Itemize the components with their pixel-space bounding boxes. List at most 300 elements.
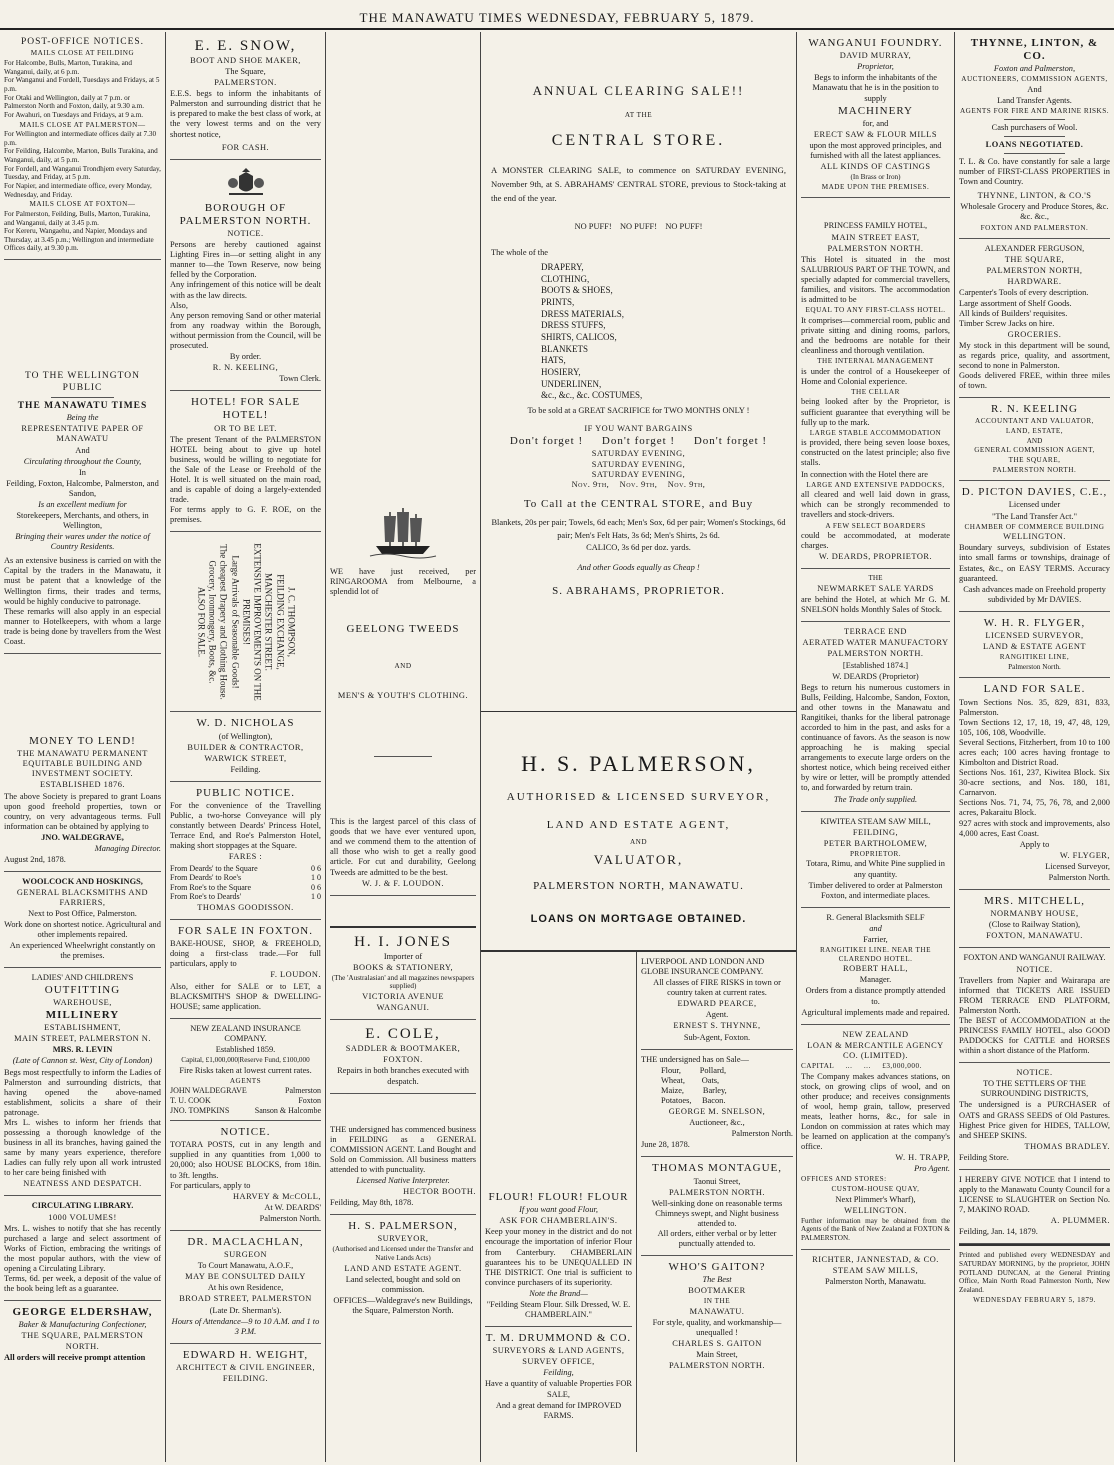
ad-text: AT THE	[624, 110, 653, 119]
ad-text: ESTABLISHED 1876.	[39, 780, 126, 790]
fare-route: From Roe's to Deards'	[170, 892, 242, 902]
ad-body: Land selected, bought and sold on commission.	[345, 1274, 461, 1294]
ad-text: PALMERSTON NORTH.	[992, 465, 1077, 474]
ad-text: FOXTON, MANAWATU.	[986, 931, 1083, 941]
ad-text: Manager.	[859, 975, 892, 985]
ad-subtitle: MAILS CLOSE AT PALMERSTON—	[19, 120, 146, 129]
table-row	[170, 892, 321, 902]
ad-body: As an extensive business is carried on with the Capital by the traders in the Manawatu, it must be patent that a knowledge of the Wellington firms, their trades and terms, would be highly conducive to patronage. These remarks will also apply in an especial manner to Hotelkeepers, with whom a large trade is being done by travellers from the West Coast.	[4, 556, 161, 646]
ad-body: For the convenience of the Travelling Public, a two-horse Conveyance will ply constantly between Deards' Princess Hotel, Terrace End, and Roe's Palmerston Hotel, making short stoppages at the Square.	[170, 801, 321, 851]
plummer-license	[959, 1170, 1110, 1244]
ad-text: Pro Agent.	[914, 1164, 950, 1174]
ad-subtitle: NOTICE.	[1016, 964, 1053, 974]
ad-text: WELLINGTON.	[844, 1205, 907, 1215]
paper-name: THE MANAWATU TIMES	[17, 400, 148, 411]
ad-text: Proprietor,	[857, 62, 894, 72]
ad-text: REPRESENTATIVE PAPER OF MANAWATU	[21, 424, 144, 444]
ad-title: NOTICE.	[220, 1126, 271, 1139]
ad-body: The Company makes advances stations, on stock, on growing clips of wool, and on other produce; and receives consignments of wool, hemp grain, tallow, preserved meats, leather horns, &c., for sale in London on commission at rates which may be learned on application at the company's office.	[801, 1071, 950, 1152]
ad-text: At his own Residence,	[207, 1283, 284, 1293]
ad-text: PALMERSTON NORTH.	[669, 1361, 765, 1371]
ad-subtitle: NOTICE.	[227, 229, 264, 239]
ad-body: Agricultural implements made and repaired.	[801, 1007, 950, 1017]
woolcock-hoskings	[4, 872, 161, 968]
ad-subtitle: ARCHITECT & CIVIL ENGINEER,	[175, 1362, 316, 1372]
fare-route: From Deards' to Roe's	[170, 873, 242, 883]
ad-title: DR. MACLACHLAN,	[187, 1235, 304, 1248]
ladies-outfitting	[4, 968, 161, 1197]
ad-title: W. H. R. FLYGER,	[983, 616, 1086, 629]
ad-name: A. PLUMMER.	[1050, 1216, 1110, 1226]
ad-body: The undersigned is a PURCHASER of OATS and GRASS SEEDS of Old Pastures. Highest Price given for HIDES, TALLOW, and SHEEP SKINS.	[959, 1100, 1110, 1140]
ad-text: and	[869, 923, 882, 933]
ad-text: LARGE AND EXTENSIVE PADDOCKS,	[806, 480, 945, 489]
ad-text: MAIN STREET EAST,	[831, 232, 920, 242]
ad-text: LAND AND ESTATE AGENT,	[546, 818, 731, 831]
ad-body: are behind the Hotel, at which Mr G. M. SNELSON holds Monthly Sales of Stock.	[801, 595, 950, 615]
ad-text: Licensed Surveyor,	[1045, 861, 1110, 871]
imprint-text: Printed and published every WEDNESDAY and SATURDAY MORNING, by the proprietor, JOHN POTLAND DUNCAN, at the General Printing Office, Main North Road Palmerston North, New Zealand.	[959, 1251, 1110, 1294]
ad-text: Taonui Street,	[693, 1176, 741, 1186]
ad-title: ALEXANDER FERGUSON,	[984, 244, 1085, 254]
nicholas-builder	[170, 712, 321, 782]
ad-subtitle: BOOKS & STATIONERY,	[352, 962, 454, 972]
ad-text: SATURDAY EVENING, SATURDAY EVENING, SATURDAY EVENING, Nov. 9th, Nov. 9th, Nov. 9th,	[571, 449, 706, 489]
ad-text: Palmerston North.	[731, 1129, 793, 1139]
ad-text: Circulating throughout the County,	[23, 456, 142, 466]
ad-name: ERNEST S. THYNNE,	[673, 1021, 761, 1031]
column-5	[796, 32, 954, 1462]
ad-text: WAREHOUSE,	[53, 997, 112, 1007]
ad-text: To Call at the CENTRAL STORE, and Buy	[523, 497, 754, 510]
ad-title: CIRCULATING LIBRARY.	[31, 1201, 134, 1211]
ad-body: Well-sinking done on reasonable terms Chimneys swept, and Night business attended to. All orders, either verbal or by letter punctually attended to.	[651, 1198, 783, 1248]
divider	[1004, 119, 1064, 120]
ad-text: LARGE STABLE ACCOMMODATION	[809, 428, 942, 437]
fare-price: 0 6	[311, 882, 321, 892]
keeling-accountant	[959, 398, 1110, 481]
ad-name: MRS. R. LEVIN	[52, 1045, 113, 1055]
ad-subtitle: BOOTMAKER	[688, 1286, 746, 1296]
ad-text: Next Plimmer's Wharf),	[835, 1194, 916, 1204]
ad-body: It comprises—commercial room, public and private sitting and dining rooms, parlors, and the bedrooms are notable for their cleanliness and thorough ventilation.	[801, 315, 950, 355]
ad-text: ALL KINDS OF CASTINGS	[820, 162, 931, 172]
agent-name: JOHN WALDEGRAVE	[170, 1086, 247, 1096]
ad-text: THE	[868, 574, 883, 583]
ad-subtitle: AUCTIONEERS, COMMISSION AGENTS,	[961, 75, 1108, 84]
liverpool-insurance	[641, 952, 793, 1050]
ad-text: AGENTS FOR FIRE AND MARINE RISKS.	[959, 107, 1110, 116]
fare-price: 1 0	[311, 892, 321, 902]
ad-text: By order.	[229, 352, 262, 362]
ad-body: T. L. & Co. have constantly for sale a large number of FIRST-CLASS PROPERTIES in Town and Country.	[959, 157, 1110, 187]
ad-subtitle: MAILS CLOSE AT FOXTON—	[29, 200, 136, 209]
ad-text: To be sold at a GREAT SACRIFICE for TWO MONTHS ONLY !	[527, 406, 750, 416]
wanganui-foundry	[801, 32, 950, 198]
table-row	[170, 1096, 321, 1106]
divider	[1004, 153, 1064, 154]
ad-text: In	[79, 467, 86, 477]
fares-table	[170, 864, 321, 902]
ad-body: Boundary surveys, subdivision of Estates into small farms or townships, drainage of Estates, &c., on EASY TERMS. Accuracy guaranteed.	[959, 543, 1110, 583]
ad-text: Established 1859.	[215, 1044, 276, 1054]
ad-text: AND	[629, 837, 648, 846]
ad-text: Is an excellent medium for	[38, 499, 127, 509]
ad-subtitle: THE MANAWATU PERMANENT EQUITABLE BUILDING AND INVESTMENT SOCIETY.	[17, 749, 148, 779]
ad-text: for, and	[862, 118, 889, 128]
ad-title: THOMAS MONTAGUE,	[651, 1162, 782, 1175]
ad-body: A MONSTER CLEARING SALE, to commence on SATURDAY EVENING, November 9th, at S. ABRAHAMS' CENTRAL STORE, previous to Stock-taking at the end of the year.	[491, 165, 786, 203]
ad-text: Managing Director.	[94, 843, 161, 853]
ad-text: Hours of Attendance—9 to 10 A.M. and 1 to 3 P.M.	[171, 1316, 320, 1336]
ad-text: LAND & ESTATE AGENT	[982, 642, 1087, 652]
ad-date: Feilding, May 8th, 1878.	[330, 1198, 414, 1208]
palmerson-surveyor-small	[330, 1215, 476, 1322]
ad-text: Main Street,	[696, 1350, 738, 1360]
ship-icon	[368, 506, 438, 561]
totara-notice	[170, 1121, 321, 1231]
ad-body: could be accommodated, at moderate charges.	[801, 531, 950, 551]
ad-body: I HEREBY GIVE NOTICE that I intend to apply to the Manawatu County Council for a LICENSE to SLAUGHTER on Section No. 7, MAKINO ROAD.	[959, 1174, 1110, 1215]
ad-title: GEELONG TWEEDS	[346, 623, 460, 636]
fare-route: From Deards' to the Square	[170, 863, 258, 873]
fare-price: 0 6	[311, 863, 321, 873]
aerated-water	[801, 622, 950, 811]
ad-subtitle: OR TO BE LET.	[214, 423, 277, 433]
ad-subtitle: BUILDER & CONTRACTOR,	[187, 742, 304, 752]
ad-text: "Feilding Steam Flour. Silk Dressed, W. E. CHAMBERLAIN."	[486, 1299, 631, 1319]
ad-title: WHO'S GAITON?	[668, 1261, 766, 1274]
snow-boot-maker	[170, 32, 321, 160]
ad-body: Town Sections Nos. 35, 829, 831, 833, Palmerston. Town Sections 12, 17, 18, 19, 47, 48, 129, 105, 106, 108, Woodville. Several Sections, Fitzherbert, from 10 to 100 acres each; 100 acres having frontage to Kimbolton and District Road. Sections Nos. 161, 237, Kiwitea Block. Six 30-acre sections, and Nos. 180, 181, Carnarvon. Sections Nos. 71, 74, 75, 76, 78, and 2,000 acres, Pakaraitu Block. 927 acres with stock and improvements, also 4,000 acres, East Coast.	[959, 697, 1110, 838]
ad-subtitle: MEN'S & YOUTH'S CLOTHING.	[337, 691, 469, 701]
ad-body: For Palmerston, Feilding, Bulls, Marton, Turakina, and Wanganui, daily at 3.45 p.m. For Kereru, Wangaehu, and Napier, Mondays and Thursday, at 3.45 p.m.; Wellington and intermediate Offices daily, at 9.30 p.m.	[4, 209, 154, 253]
table-row	[170, 873, 321, 883]
ad-text: LOANS ON MORTGAGE OBTAINED.	[530, 913, 747, 926]
ad-name: JNO. WALDEGRAVE,	[41, 832, 124, 842]
ad-body: Work done on shortest notice. Agricultural and other implements repaired. An experienced Wheelwright constantly on the premises.	[4, 920, 161, 960]
hotel-for-sale	[170, 391, 321, 532]
ad-title: FLOUR! FLOUR! FLOUR	[488, 1191, 629, 1203]
ad-text: Storekeepers, Merchants, and others, in Wellington,	[16, 511, 149, 531]
ad-text: PALMERSTON NORTH,	[986, 266, 1083, 276]
fare-price: 1 0	[311, 873, 321, 883]
ad-text: At W. DEARDS'	[264, 1202, 321, 1212]
ad-text: Being the	[66, 413, 99, 423]
ad-title: GEORGE ELDERSHAW,	[12, 1306, 153, 1319]
ad-date: June 28, 1878.	[641, 1140, 690, 1150]
column-4-lower-left	[480, 960, 636, 1460]
ad-body: Totara, Rimu, and White Pine supplied in any quantity.	[806, 859, 945, 879]
ad-body: Begs most respectfully to inform the Ladies of Palmerston and surrounding districts, that having opened the above-named establishment, solicits a share of their patronage. Mrs L. wishes to inform her friends that possessing a thorough knowledge of the business in all its branches, having gained the same by many years experience, therefore Ladies can fully rely upon all work intrusted to her care being finished with	[4, 1067, 161, 1178]
ad-subtitle: ACCOUNTANT AND VALUATOR,	[975, 417, 1094, 426]
public-notice-conveyance	[170, 782, 321, 920]
ad-body: upon the most approved principles, and furnished with all the latest appliances.	[809, 140, 942, 160]
ad-title: R. General Blacksmith SELF	[826, 912, 925, 922]
ad-body: TOTARA POSTS, cut in any length and supplied in any quantities from 1,000 to 20,000; also HOUSE BLOCKS, from 18in. to 3ft. lengths. For particulars, apply to	[170, 1140, 321, 1190]
ad-text: (Close to Railway Station),	[988, 920, 1081, 930]
ad-body: Mrs. L. wishes to notify that she has recently purchased a large and select assortment of Works of Fiction, embracing the writings of the most popular authors, with the view of opening a Circulating Library. Terms, 6d. per week, a deposit of the value of the book being left as a guarantee.	[4, 1223, 161, 1294]
ad-title: NEWMARKET SALE YARDS	[817, 584, 934, 594]
column-4-right	[636, 952, 796, 1452]
ad-title: PUBLIC NOTICE.	[196, 786, 295, 799]
ad-title: WOOLCOCK AND HOSKINGS,	[22, 877, 143, 887]
ad-text: LAND AND ESTATE AGENT.	[344, 1263, 462, 1273]
ad-name: F. LOUDON.	[270, 970, 321, 980]
ad-text: CHAMBER OF COMMERCE BUILDING	[964, 522, 1105, 531]
ad-text: MILLINERY	[45, 1009, 120, 1022]
ad-body: Carpenter's Tools of every description. Large assortment of Shelf Goods. All kinds of Builders' requisites. Timber Screw Jacks on hire.	[959, 288, 1089, 328]
ad-text: The whole of the	[491, 247, 548, 257]
ad-text: Auctioneer, &c.,	[689, 1118, 745, 1128]
imprint	[959, 1244, 1110, 1310]
ad-subtitle: HARDWARE.	[1007, 277, 1062, 287]
gaiton-bootmaker	[641, 1256, 793, 1377]
ad-body: Timber delivered to order at Palmerston Foxton, and intermediate places.	[808, 880, 943, 900]
price-list: Blankets, 20s per pair; Towels, 6d each; Men's Sox, 6d per pair; Women's Stockings, 6d pair; Men's Felt Hats, 3s 6d; Men's Shirts, 2s 6d. CALICO, 3s 6d per doz. yards.	[491, 517, 786, 553]
thomas-montague	[641, 1157, 793, 1256]
ad-text: OUTFITTING	[44, 983, 121, 996]
ad-text: THE SQUARE, PALMERSTON NORTH.	[21, 1331, 144, 1351]
ad-title: PRINCESS FAMILY HOTEL,	[823, 221, 928, 231]
ad-name: R. N. KEELING,	[212, 363, 279, 373]
chamberlain-flour	[485, 960, 632, 1327]
ad-title: BOROUGH OF PALMERSTON NORTH.	[179, 201, 312, 227]
ad-subtitle: NOTICE.	[1016, 1068, 1053, 1078]
ad-text: MANAWATU.	[689, 1307, 745, 1317]
ad-name: EDWARD PEARCE,	[677, 999, 757, 1009]
ad-body: The above Society is prepared to grant Loans upon good freehold properties, town or country, on very advantageous terms. Full information can be obtained by applying to	[4, 791, 161, 831]
ad-text: Feilding.	[230, 764, 261, 774]
borough-notice	[170, 160, 321, 392]
ad-body: Have a quantity of valuable Properties FOR SALE,	[485, 1379, 632, 1399]
ad-text: SURVEY OFFICE,	[522, 1357, 595, 1367]
fare-route: From Roe's to the Square	[170, 882, 251, 892]
post-office-notices	[4, 32, 161, 260]
agent-name: T. U. COOK	[170, 1095, 211, 1105]
ad-title: H. I. JONES	[354, 933, 452, 950]
ad-text: LOANS NEGOTIATED.	[985, 139, 1084, 149]
ad-name: HECTOR BOOTH.	[403, 1187, 476, 1197]
ad-text: And	[1027, 85, 1042, 95]
ad-text: VALUATOR,	[593, 852, 684, 868]
princess-hotel	[801, 198, 950, 569]
ad-body: Orders from a distance promptly attended to.	[805, 986, 946, 1006]
ad-text: NEATNESS AND DESPATCH.	[23, 1179, 142, 1189]
ad-name: W. J. & F. LOUDON.	[361, 878, 444, 888]
ad-text: Next to Post Office, Palmerston.	[28, 909, 137, 919]
ad-name: CHARLES S. GAITON	[672, 1339, 762, 1349]
ad-text: FOXTON AND PALMERSTON.	[980, 223, 1089, 232]
ad-subtitle: 1000 VOLUMES!	[48, 1212, 117, 1222]
masthead-title: THE MANAWATU TIMES WEDNESDAY, FEBRUARY 5, 1879.	[359, 10, 755, 25]
ad-title: LIVERPOOL AND LONDON AND GLOBE INSURANCE COMPANY.	[641, 957, 765, 977]
ad-text: If you want good Flour,	[519, 1205, 598, 1215]
ad-name: S. ABRAHAMS, PROPRIETOR.	[552, 584, 725, 597]
land-for-sale	[959, 678, 1110, 890]
ad-text: NO PUFF! NO PUFF! NO PUFF!	[574, 221, 703, 231]
ad-text: IN THE	[703, 1297, 731, 1306]
ad-body: Further information may be obtained from the Agents of the Bank of New Zealand at FOXTON & PALMERSTON.	[801, 1216, 950, 1243]
ad-body: My stock in this department will be sound, as regards price, quality, and assortment, second to none in Palmerston. Goods delivered FREE, within three miles of town.	[959, 340, 1110, 391]
ad-body: is provided, there being seven loose boxes, constructed on the latest principle; also five stalls.	[801, 438, 950, 468]
divider	[374, 756, 432, 757]
ad-subtitle: ASK FOR CHAMBERLAIN'S.	[499, 1216, 618, 1226]
drummond-surveyors	[485, 1327, 632, 1427]
ad-name: GEORGE M. SNELSON,	[668, 1107, 766, 1117]
thynne-linton	[959, 32, 1110, 239]
ad-text: Bringing their wares under the notice of Country Residents.	[15, 532, 150, 552]
ad-text: Apply to	[1019, 839, 1050, 849]
agents-table	[170, 1086, 321, 1115]
ad-subtitle: MAILS CLOSE AT FEILDING	[30, 49, 135, 58]
money-to-lend	[4, 654, 161, 872]
ad-subtitle: AERATED WATER MANUFACTORY	[802, 638, 949, 648]
ad-text: Palmerston North.	[1048, 872, 1110, 882]
ad-text: The Square,	[225, 67, 266, 77]
ad-text: PALMERSTON NORTH, MANAWATU.	[533, 880, 744, 892]
coat-of-arms-icon	[221, 168, 271, 198]
ad-text: (Late of Cannon st. West, City of London)	[12, 1056, 153, 1066]
ad-text: Agent.	[705, 1010, 729, 1020]
ad-text: PALMERSTON NORTH.	[669, 1187, 765, 1197]
ad-title: KIWITEA STEAM SAW MILL,	[820, 816, 931, 826]
ad-text: FOR CASH.	[221, 142, 270, 152]
ad-text: (of Wellington),	[218, 731, 273, 741]
ad-text: Palmerston North, Manawatu.	[825, 1276, 926, 1286]
ad-body: For Halcombe, Bulls, Marton, Turakina, and Wanganui, daily, at 6 p.m. For Wanganui and Fordell, Tuesdays and Fridays, at 5 p.m. For Otaki and Wellington, daily at 7 p.m. or Palmerston North and Foxton, daily, at 9.30 a.m. For Awahuri, on Tuesdays and Fridays, at 9 a.m.	[4, 59, 160, 119]
divider	[51, 397, 114, 398]
ad-text: All orders will receive prompt attention	[4, 1352, 146, 1362]
ad-title: FOXTON AND WANGANUI RAILWAY.	[963, 953, 1106, 963]
ad-text: PALMERSTON NORTH.	[827, 243, 924, 253]
ad-name: DAVID MURRAY,	[839, 51, 912, 61]
ad-text: Sub-Agent, Foxton.	[683, 1032, 751, 1042]
ad-body: being looked after by the Proprietor, is sufficient guarantee that everything will be fully up to the mark.	[801, 397, 950, 427]
snelson-sale	[641, 1050, 793, 1158]
ad-text: Fire Risks taken at lowest current rates.	[179, 1065, 312, 1075]
ad-subtitle: SURGEON	[223, 1250, 268, 1260]
ad-text: A FEW SELECT BOARDERS	[825, 521, 926, 530]
ad-text: Town Clerk.	[279, 374, 321, 384]
ad-text: FEILDING,	[852, 827, 899, 837]
ad-text: Feilding,	[543, 1368, 574, 1378]
ad-subtitle: FARES :	[228, 852, 263, 862]
ad-text: GENERAL COMMISSION AGENT,	[974, 446, 1095, 455]
palmerson-surveyor	[481, 712, 796, 952]
ad-name: HARVEY & McCOLL,	[232, 1191, 321, 1201]
ad-text: Feilding Store.	[959, 1152, 1009, 1162]
column-3	[325, 32, 480, 1462]
ad-text: PALMERSTON NORTH.	[827, 649, 924, 659]
weight-architect	[170, 1344, 321, 1390]
foxton-sale	[170, 920, 321, 1019]
ad-subtitle: GROCERIES.	[1007, 329, 1062, 339]
ad-text: WELLINGTON.	[1003, 532, 1066, 542]
ad-title: LADIES' AND CHILDREN'S	[31, 972, 134, 982]
ad-text: CUSTOM-HOUSE QUAY,	[831, 1184, 920, 1193]
ad-subtitle: STEAM SAW MILLS,	[832, 1265, 919, 1275]
ad-subtitle: GENERAL BLACKSMITHS AND FARRIERS,	[16, 888, 149, 908]
ad-body: This is the largest parcel of this class of goods that we have ever ventured upon, and we commend them to the attention of all those who wish to get a really good article. For cut and durability, Geelong Tweeds are admitted to be the best.	[330, 817, 476, 877]
ad-subtitle: AUTHORISED & LICENSED SURVEYOR,	[506, 791, 771, 804]
nz-insurance	[170, 1019, 321, 1121]
ad-title: RICHTER, JANNESTAD, & CO.	[812, 1254, 939, 1264]
steam-saw-mills	[801, 1250, 950, 1293]
ad-title: ANNUAL CLEARING SALE!!	[532, 83, 745, 98]
ad-title: EDWARD H. WEIGHT,	[182, 1348, 309, 1361]
ad-text: FEILDING.	[222, 1374, 269, 1384]
column-6	[954, 32, 1114, 1462]
ad-text: "The Land Transfer Act."	[992, 511, 1077, 521]
picton-davies	[959, 481, 1110, 612]
ad-text: IF YOU WANT BARGAINS	[584, 424, 693, 434]
ad-text: AND	[394, 662, 412, 671]
masthead	[0, 0, 1114, 30]
ad-body: Keep your money in the district and do not encourage the importation of inferior Flour from Canterbury. CHAMBERLAIN guarantees his to be UNEQUALLED IN THE DISTRICT. One trial is sufficient to convince purchasers of its superiority.	[485, 1227, 632, 1287]
ad-title: TERRACE END	[844, 627, 907, 637]
table-row	[170, 864, 321, 874]
ad-text: Baker & Manufacturing Confectioner,	[18, 1320, 147, 1330]
ad-body: Cash advances made on Freehold property subdivided by Mr DAVIES.	[963, 584, 1106, 604]
ad-text: EQUAL TO ANY FIRST-CLASS HOTEL.	[805, 306, 946, 315]
agent-name: JNO. TOMPKINS	[170, 1105, 230, 1115]
ad-body: Wholesale Grocery and Produce Stores, &c. &c. &c.,	[960, 202, 1109, 222]
ad-text: (Authorised and Licensed under the Transfer and Native Lands Acts)	[332, 1245, 474, 1263]
ad-text: PROPRIETOR.	[849, 849, 902, 858]
ad-text: Licensed Native Interpreter.	[356, 1175, 450, 1185]
agent-town: Palmerston	[285, 1086, 321, 1096]
ad-text: Importer of	[383, 951, 423, 961]
jones-books	[330, 926, 476, 1021]
self-blacksmith	[801, 908, 950, 1025]
ad-text: Don't forget ! Don't forget ! Don't forget !	[509, 435, 768, 448]
table-row	[170, 883, 321, 893]
column-1	[0, 32, 165, 1462]
ad-title: TO THE WELLINGTON PUBLIC	[25, 371, 140, 393]
ad-title: HOTEL! FOR SALE HOTEL!	[190, 396, 301, 422]
ad-text: THE INTERNAL MANAGEMENT	[817, 357, 934, 366]
ad-body: For style, quality, and workmanship—unequalled !	[652, 1318, 782, 1338]
ad-title: POST-OFFICE NOTICES.	[20, 37, 145, 47]
kiwitea-saw-mill	[801, 812, 950, 908]
ad-text: VICTORIA AVENUE	[362, 992, 444, 1002]
circulating-library	[4, 1196, 161, 1301]
ad-text: The Best	[702, 1275, 732, 1285]
ad-text: WANGANUI.	[376, 1003, 430, 1013]
table-row	[170, 1086, 321, 1096]
ferguson-hardware	[959, 239, 1110, 398]
ad-text: THE CELLAR	[851, 387, 900, 396]
ad-text: (In Brass or Iron)	[850, 173, 901, 182]
eldershaw	[4, 1301, 161, 1369]
ad-text: PALMERSTON.	[214, 78, 277, 88]
ad-title: WANGANUI FOUNDRY.	[808, 37, 943, 49]
ad-text: MADE UPON THE PREMISES.	[821, 182, 930, 191]
table-row	[170, 1106, 321, 1116]
ad-name: THOMAS GOODISSON.	[197, 902, 294, 912]
ad-text: Foxton and Palmerston,	[993, 64, 1076, 74]
goods-list: DRAPERY, CLOTHING, BOOTS & SHOES, PRINTS, DRESS MATERIALS, DRESS STUFFS, SHIRTS, CALICOS, BLANKETS HATS, HOSIERY, UNDERLINEN, &c., &c., &c. COSTUMES,	[541, 261, 643, 401]
ad-body: BAKE-HOUSE, SHOP, & FREEHOLD, doing a first-class trade.—For full particulars, apply to	[170, 939, 321, 969]
ad-text: Feilding, Foxton, Halcombe, Palmerston, and Sandon,	[6, 478, 159, 498]
ad-text: Palmerston North.	[1008, 662, 1061, 671]
ad-text: OFFICES—Waldegrave's new Buildings, the Square, Palmerston North.	[333, 1296, 473, 1316]
ad-name: W. DEARDS (Proprietor)	[832, 671, 919, 681]
ad-body: THE undersigned has commenced business in FEILDING as a GENERAL COMMISSION AGENT. Land Bought and Sold on Commission. All business matters attended to with punctuality.	[330, 1124, 476, 1174]
ad-text: CAPITAL ... ... £3,000,000.	[801, 1061, 922, 1070]
to-wellington-public	[4, 260, 161, 654]
